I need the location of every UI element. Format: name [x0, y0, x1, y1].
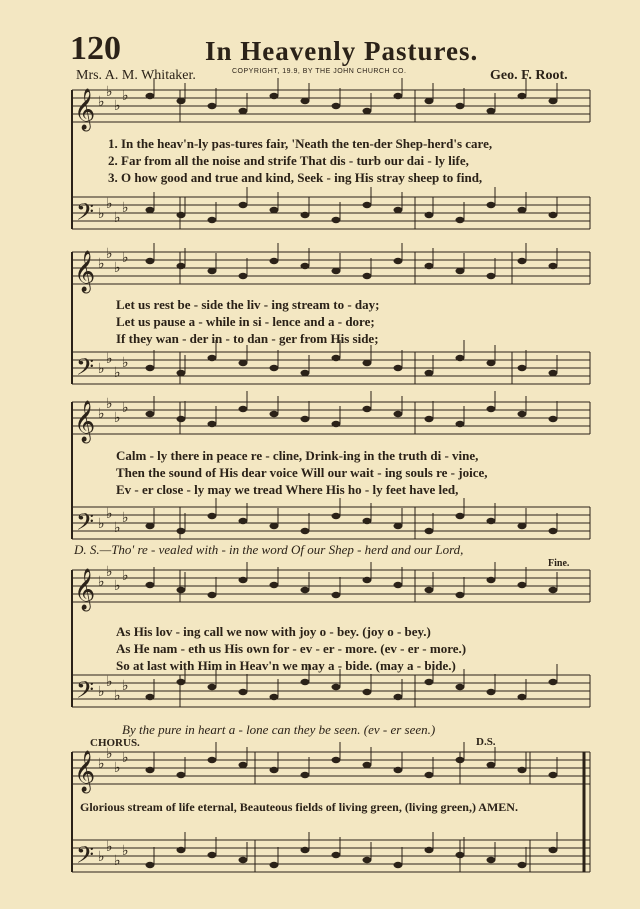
- svg-text:♭: ♭: [98, 361, 105, 377]
- svg-text:♭: ♭: [106, 351, 113, 367]
- notehead: [363, 108, 372, 114]
- notehead: [332, 217, 341, 223]
- notehead: [518, 93, 527, 99]
- notehead: [487, 202, 496, 208]
- svg-text:♭: ♭: [106, 196, 113, 212]
- notehead: [518, 207, 527, 213]
- svg-text:♭: ♭: [106, 674, 113, 690]
- notehead: [332, 684, 341, 690]
- notehead: [363, 360, 372, 366]
- notehead: [518, 411, 527, 417]
- notehead: [208, 421, 217, 427]
- bass-clef-icon: 𝄢: [76, 841, 95, 874]
- notehead: [549, 679, 558, 685]
- dal-segno-line: D. S.—Tho' re - vealed with - in the word Of our Shep - herd and our Lord,: [74, 542, 464, 557]
- notehead: [146, 694, 155, 700]
- notehead: [208, 592, 217, 598]
- notehead: [394, 767, 403, 773]
- svg-text:♭: ♭: [98, 574, 105, 590]
- notehead: [518, 582, 527, 588]
- svg-text:♭: ♭: [122, 843, 129, 859]
- notehead: [394, 258, 403, 264]
- notehead: [363, 689, 372, 695]
- notehead: [425, 263, 434, 269]
- notehead: [487, 273, 496, 279]
- svg-text:♭: ♭: [98, 516, 105, 532]
- svg-text:♭: ♭: [122, 678, 129, 694]
- notehead: [146, 207, 155, 213]
- svg-text:♭: ♭: [98, 94, 105, 110]
- notehead: [332, 103, 341, 109]
- svg-text:♭: ♭: [106, 84, 113, 100]
- notehead: [363, 406, 372, 412]
- notehead: [270, 582, 279, 588]
- notehead: [208, 103, 217, 109]
- notehead: [487, 360, 496, 366]
- notehead: [394, 694, 403, 700]
- notehead: [456, 513, 465, 519]
- notehead: [518, 523, 527, 529]
- notehead: [239, 577, 248, 583]
- svg-text:♭: ♭: [114, 98, 121, 114]
- svg-text:♭: ♭: [122, 88, 129, 104]
- notehead: [487, 108, 496, 114]
- notehead: [487, 857, 496, 863]
- copyright-notice: COPYRIGHT, 19.9, BY THE JOHN CHURCH CO.: [232, 68, 407, 75]
- svg-text:♭: ♭: [122, 355, 129, 371]
- notehead: [425, 212, 434, 218]
- treble-clef-icon: 𝄞: [74, 251, 96, 292]
- treble-clef-icon: 𝄞: [74, 89, 96, 130]
- notehead: [549, 587, 558, 593]
- system2-verse1: Let us rest be - side the liv - ing stream to - day;: [116, 297, 380, 312]
- notehead: [177, 370, 186, 376]
- notehead: [456, 592, 465, 598]
- svg-text:♭: ♭: [114, 210, 121, 226]
- svg-text:♭: ♭: [106, 506, 113, 522]
- notehead: [270, 258, 279, 264]
- notehead: [425, 587, 434, 593]
- notehead: [332, 355, 341, 361]
- notehead: [394, 365, 403, 371]
- notehead: [363, 518, 372, 524]
- bass-clef-icon: 𝄢: [76, 676, 95, 709]
- notehead: [394, 411, 403, 417]
- notehead: [208, 217, 217, 223]
- notehead: [146, 862, 155, 868]
- notehead: [363, 762, 372, 768]
- system3-verse1: Calm - ly there in peace re - cline, Drink-ing in the truth di - vine,: [116, 448, 479, 463]
- notehead: [239, 273, 248, 279]
- notehead: [301, 587, 310, 593]
- notehead: [549, 370, 558, 376]
- svg-text:♭: ♭: [122, 200, 129, 216]
- notehead: [487, 689, 496, 695]
- svg-text:♭: ♭: [122, 510, 129, 526]
- notehead: [425, 528, 434, 534]
- treble-clef-icon: 𝄞: [74, 569, 96, 610]
- notehead: [518, 258, 527, 264]
- alto-line-lyric: By the pure in heart a - lone can they be seen. (ev - er seen.): [122, 722, 436, 737]
- notehead: [549, 416, 558, 422]
- svg-text:♭: ♭: [98, 256, 105, 272]
- bass-clef-icon: 𝄢: [76, 353, 95, 386]
- notehead: [301, 370, 310, 376]
- notehead: [208, 852, 217, 858]
- svg-text:♭: ♭: [106, 246, 113, 262]
- notehead: [270, 365, 279, 371]
- svg-text:♭: ♭: [106, 839, 113, 855]
- notehead: [177, 416, 186, 422]
- notehead: [518, 862, 527, 868]
- system4-verse2: As He nam - eth us His own for - ev - er - more. (ev - er - more.): [116, 641, 467, 656]
- notehead: [363, 577, 372, 583]
- svg-text:♭: ♭: [114, 760, 121, 776]
- notehead: [394, 523, 403, 529]
- notehead: [239, 857, 248, 863]
- notehead: [456, 217, 465, 223]
- notehead: [487, 762, 496, 768]
- chorus-lyric: Glorious stream of life eternal, Beauteous fields of living green, (living green,) AMEN.: [80, 800, 518, 814]
- notehead: [332, 513, 341, 519]
- system2-verse3: If they wan - der in - to dan - ger from His side;: [116, 331, 379, 346]
- notehead: [456, 103, 465, 109]
- notehead: [363, 857, 372, 863]
- notehead: [301, 847, 310, 853]
- notehead: [456, 355, 465, 361]
- notehead: [270, 694, 279, 700]
- notehead: [301, 416, 310, 422]
- notehead: [239, 689, 248, 695]
- hymn-title: In Heavenly Pastures.: [205, 36, 479, 66]
- svg-text:♭: ♭: [114, 578, 121, 594]
- notehead: [301, 263, 310, 269]
- notehead: [549, 847, 558, 853]
- notehead: [394, 207, 403, 213]
- notehead: [270, 523, 279, 529]
- svg-text:♭: ♭: [114, 260, 121, 276]
- notehead: [425, 679, 434, 685]
- notehead: [332, 757, 341, 763]
- system1-verse2: 2. Far from all the noise and strife That dis - turb our dai - ly life,: [108, 153, 469, 168]
- notehead: [239, 202, 248, 208]
- svg-text:♭: ♭: [114, 365, 121, 381]
- notehead: [146, 93, 155, 99]
- notehead: [456, 757, 465, 763]
- notehead: [301, 772, 310, 778]
- notehead: [425, 370, 434, 376]
- notehead: [208, 355, 217, 361]
- notehead: [270, 767, 279, 773]
- system2-verse2: Let us pause a - while in si - lence and a - dore;: [116, 314, 375, 329]
- system1-verse3: 3. O how good and true and kind, Seek - ing His stray sheep to find,: [108, 170, 483, 185]
- notehead: [549, 212, 558, 218]
- svg-text:♭: ♭: [98, 206, 105, 222]
- bass-clef-icon: 𝄢: [76, 198, 95, 231]
- notehead: [425, 847, 434, 853]
- treble-clef-icon: 𝄞: [74, 751, 96, 792]
- system3-verse2: Then the sound of His dear voice Will our wait - ing souls re - joice,: [116, 465, 488, 480]
- notehead: [487, 577, 496, 583]
- notehead: [363, 273, 372, 279]
- notehead: [239, 108, 248, 114]
- svg-text:♭: ♭: [114, 520, 121, 536]
- notehead: [487, 518, 496, 524]
- svg-text:♭: ♭: [114, 410, 121, 426]
- notehead: [239, 360, 248, 366]
- notehead: [456, 421, 465, 427]
- notehead: [146, 523, 155, 529]
- author-credit: Mrs. A. M. Whitaker.: [76, 68, 196, 83]
- notehead: [549, 263, 558, 269]
- notehead: [208, 757, 217, 763]
- notehead: [301, 98, 310, 104]
- svg-text:♭: ♭: [114, 853, 121, 869]
- notehead: [270, 207, 279, 213]
- ds-marker: D.S.: [476, 736, 496, 748]
- svg-text:♭: ♭: [106, 746, 113, 762]
- notehead: [363, 202, 372, 208]
- svg-text:♭: ♭: [98, 849, 105, 865]
- svg-text:♭: ♭: [106, 564, 113, 580]
- system4-verse1: As His lov - ing call we now with joy o - bey. (joy o - bey.): [116, 624, 431, 639]
- svg-text:♭: ♭: [114, 688, 121, 704]
- notehead: [146, 411, 155, 417]
- notehead: [518, 365, 527, 371]
- notehead: [332, 592, 341, 598]
- notehead: [239, 406, 248, 412]
- bass-clef-icon: 𝄢: [76, 508, 95, 541]
- notehead: [177, 772, 186, 778]
- composer-credit: Geo. F. Root.: [490, 68, 568, 83]
- notehead: [270, 862, 279, 868]
- notehead: [456, 268, 465, 274]
- notehead: [332, 852, 341, 858]
- notehead: [518, 694, 527, 700]
- notehead: [394, 862, 403, 868]
- notehead: [146, 582, 155, 588]
- notehead: [177, 263, 186, 269]
- notehead: [456, 852, 465, 858]
- notehead: [146, 767, 155, 773]
- notehead: [301, 679, 310, 685]
- notehead: [177, 212, 186, 218]
- notehead: [177, 587, 186, 593]
- notehead: [549, 98, 558, 104]
- notehead: [208, 684, 217, 690]
- svg-text:♭: ♭: [98, 406, 105, 422]
- hymn-number: 120: [70, 30, 121, 67]
- notehead: [332, 421, 341, 427]
- notehead: [270, 411, 279, 417]
- notehead: [270, 93, 279, 99]
- svg-text:♭: ♭: [122, 750, 129, 766]
- system4-verse3: So at last with Him in Heav'n we may a - bide. (may a - bide.): [116, 658, 456, 673]
- svg-text:♭: ♭: [106, 396, 113, 412]
- notehead: [239, 762, 248, 768]
- notehead: [549, 528, 558, 534]
- notehead: [425, 416, 434, 422]
- svg-text:♭: ♭: [122, 250, 129, 266]
- svg-text:♭: ♭: [98, 756, 105, 772]
- fine-marker: Fine.: [548, 558, 570, 569]
- notehead: [177, 98, 186, 104]
- notehead: [487, 406, 496, 412]
- notehead: [518, 767, 527, 773]
- chorus-label: CHORUS.: [90, 737, 140, 749]
- system1-verse1: 1. In the heav'n-ly pas-tures fair, 'Neath the ten-der Shep-herd's care,: [108, 136, 493, 151]
- notehead: [332, 268, 341, 274]
- notehead: [425, 772, 434, 778]
- notehead: [208, 513, 217, 519]
- notehead: [177, 679, 186, 685]
- notehead: [239, 518, 248, 524]
- system3-verse3: Ev - er close - ly may we tread Where His ho - ly feet have led,: [116, 482, 459, 497]
- notehead: [177, 847, 186, 853]
- notehead: [301, 528, 310, 534]
- notehead: [146, 258, 155, 264]
- svg-text:♭: ♭: [122, 400, 129, 416]
- notehead: [456, 684, 465, 690]
- notehead: [394, 93, 403, 99]
- svg-text:♭: ♭: [122, 568, 129, 584]
- notehead: [208, 268, 217, 274]
- notehead: [394, 582, 403, 588]
- treble-clef-icon: 𝄞: [74, 401, 96, 442]
- notehead: [549, 772, 558, 778]
- svg-text:♭: ♭: [98, 684, 105, 700]
- notehead: [301, 212, 310, 218]
- notehead: [146, 365, 155, 371]
- notehead: [425, 98, 434, 104]
- notehead: [177, 528, 186, 534]
